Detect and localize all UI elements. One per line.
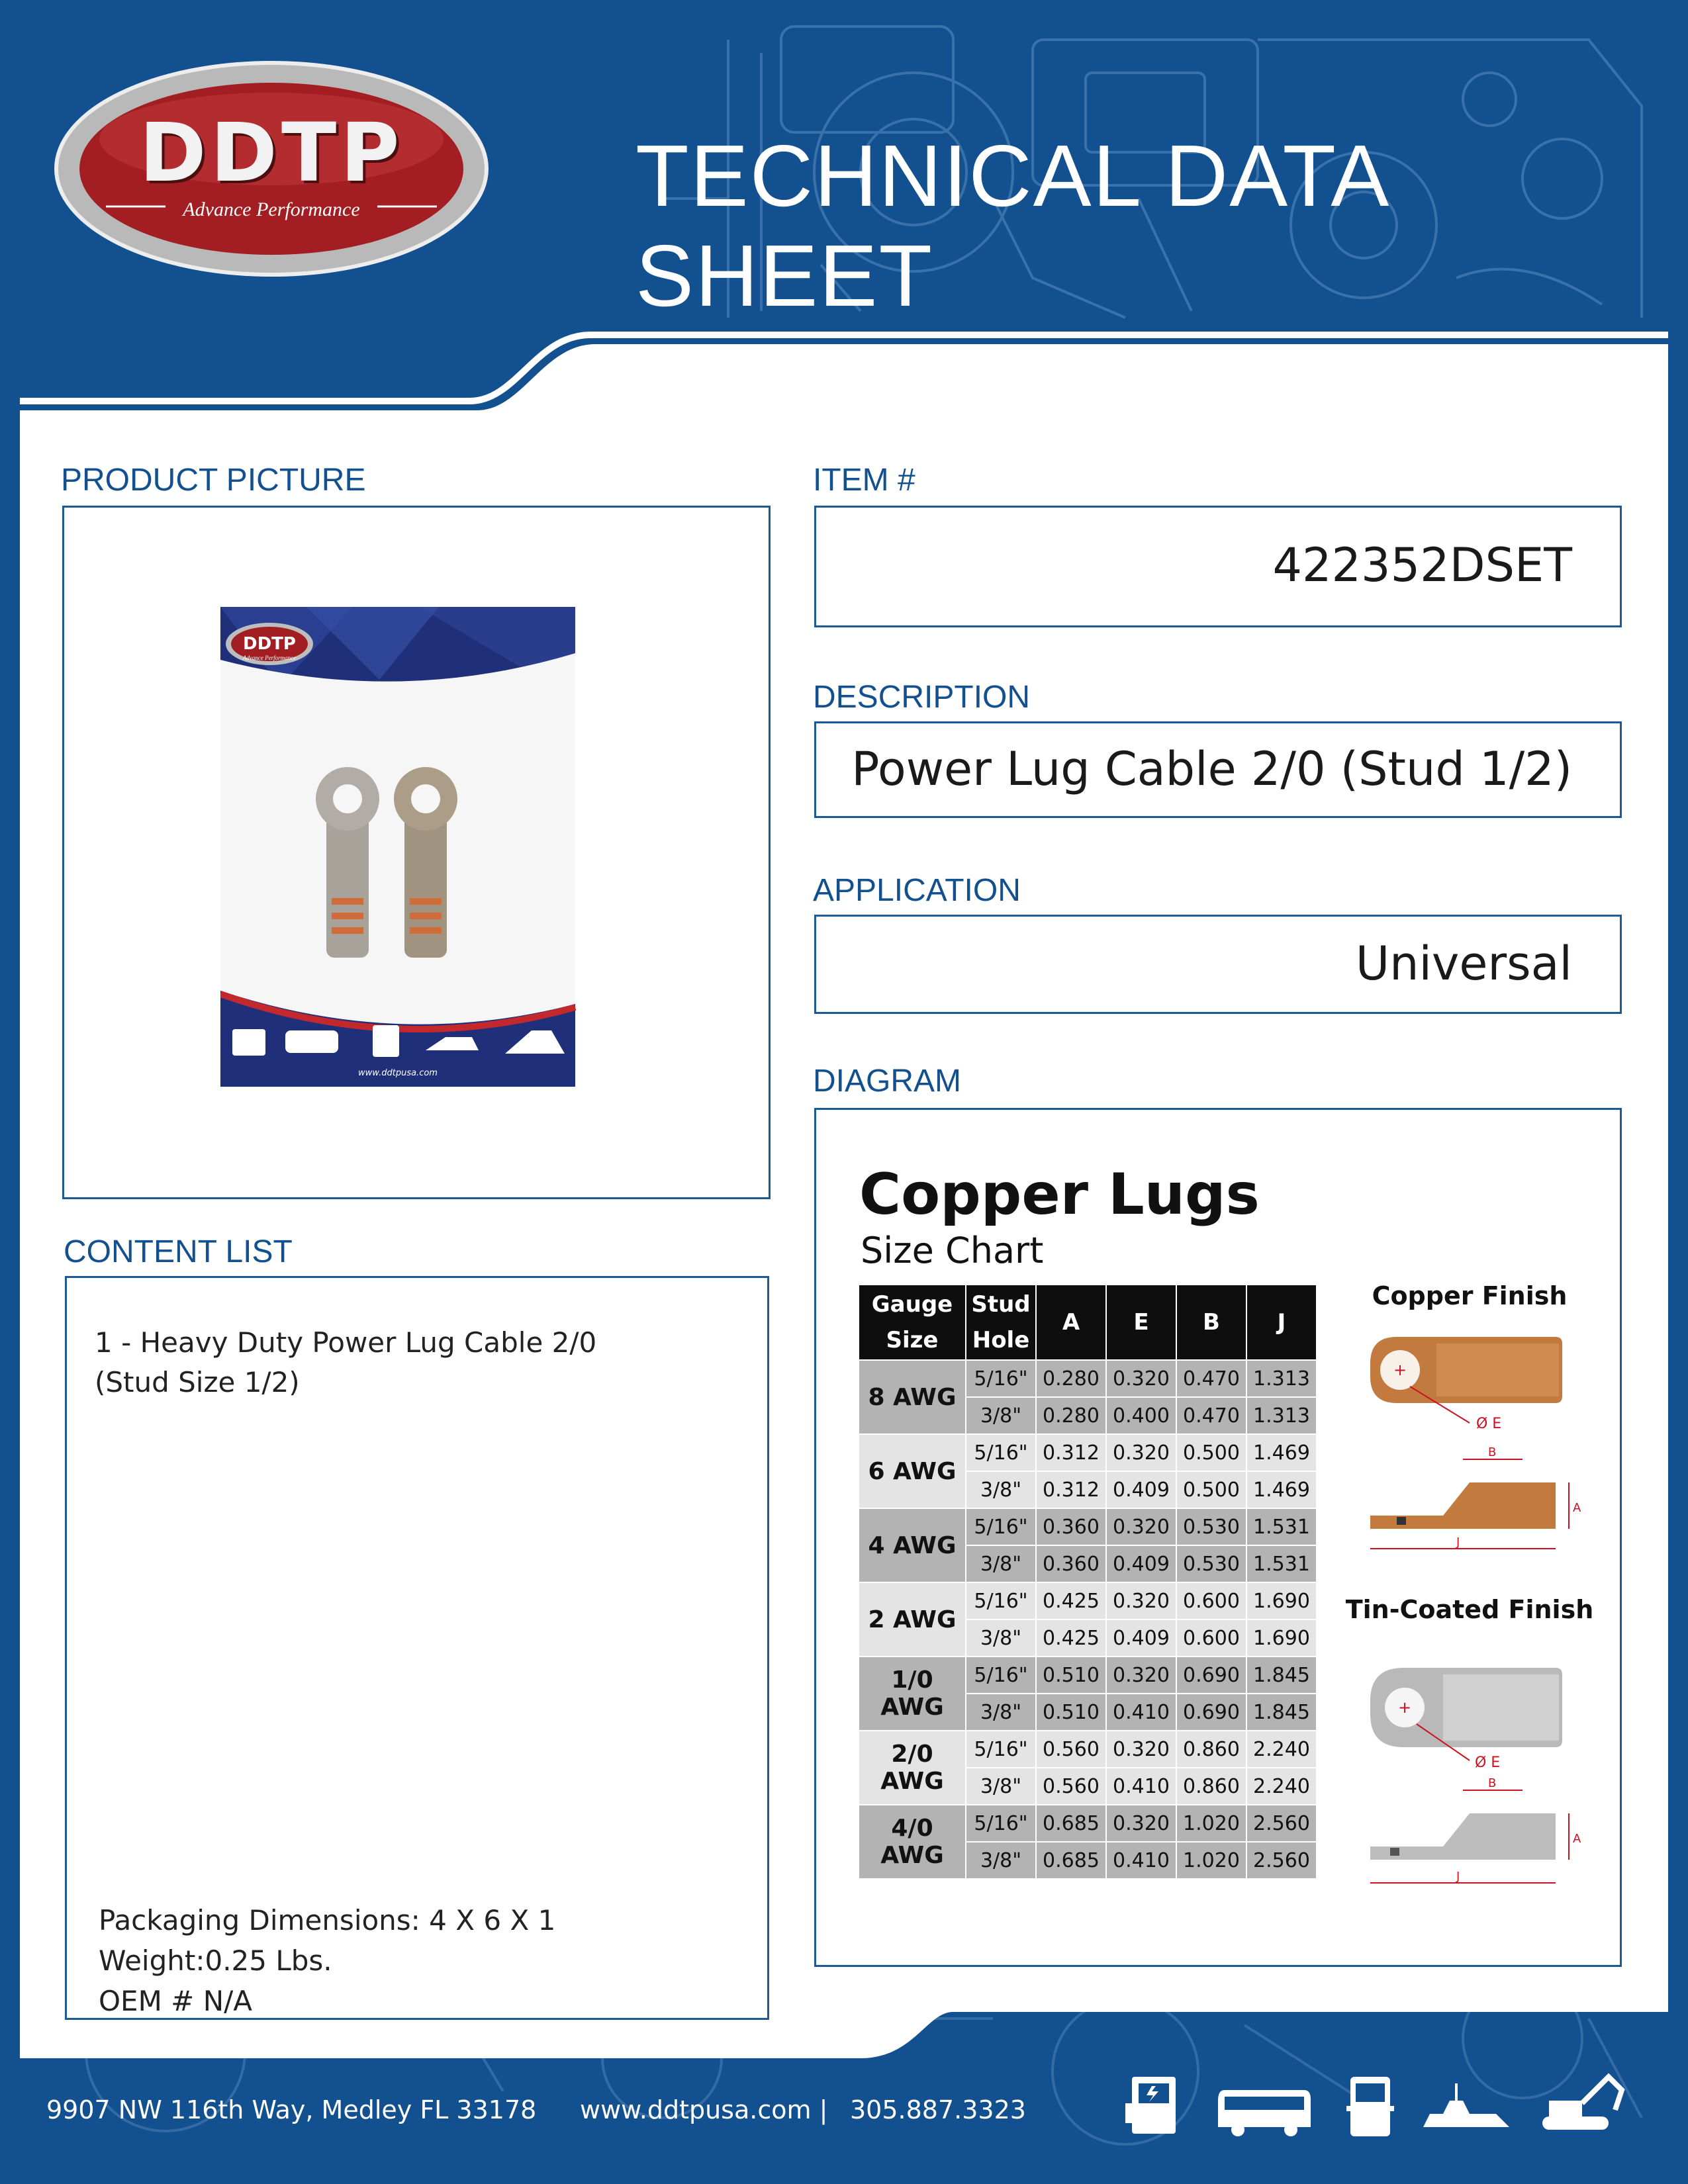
item-number-value: 422352DSET bbox=[1272, 538, 1572, 592]
cell-stud: 5/16" bbox=[966, 1582, 1036, 1619]
description-box bbox=[814, 721, 1622, 818]
cell-e: 0.320 bbox=[1106, 1360, 1176, 1397]
tin-finish-label: Tin-Coated Finish bbox=[1345, 1595, 1594, 1624]
application-label: APPLICATION bbox=[813, 873, 1021, 908]
cell-b: 0.690 bbox=[1176, 1657, 1246, 1694]
description-value: Power Lug Cable 2/0 (Stud 1/2) bbox=[851, 742, 1572, 796]
cell-stud: 3/8" bbox=[966, 1694, 1036, 1731]
ddtp-logo[interactable] bbox=[53, 60, 490, 278]
header-b: B bbox=[1176, 1285, 1246, 1360]
dimension-e-label: Ø E bbox=[1475, 1754, 1501, 1771]
cell-a: 0.360 bbox=[1036, 1508, 1106, 1545]
header-a: A bbox=[1036, 1285, 1106, 1360]
cell-b: 1.020 bbox=[1176, 1842, 1246, 1879]
cell-stud: 5/16" bbox=[966, 1657, 1036, 1694]
size-chart-row bbox=[859, 1805, 1317, 1842]
cell-stud: 3/8" bbox=[966, 1545, 1036, 1582]
copper-lug-top-view bbox=[1370, 1337, 1562, 1432]
dimension-j-label: J bbox=[1456, 1870, 1460, 1884]
cell-b: 0.690 bbox=[1176, 1694, 1246, 1731]
cell-j: 1.313 bbox=[1246, 1397, 1317, 1434]
cell-b: 0.500 bbox=[1176, 1434, 1246, 1471]
cell-j: 1.845 bbox=[1246, 1694, 1317, 1731]
cell-a: 0.685 bbox=[1036, 1842, 1106, 1879]
copper-lug-side-view bbox=[1370, 1445, 1581, 1549]
cell-e: 0.320 bbox=[1106, 1582, 1176, 1619]
yacht-icon bbox=[1423, 2083, 1509, 2127]
content-item-line: 1 - Heavy Duty Power Lug Cable 2/0 bbox=[95, 1326, 597, 1359]
weight: Weight:0.25 Lbs. bbox=[99, 1944, 332, 1977]
cell-stud: 5/16" bbox=[966, 1731, 1036, 1768]
cell-stud: 5/16" bbox=[966, 1508, 1036, 1545]
generator-icon bbox=[1125, 2077, 1176, 2134]
cell-e: 0.409 bbox=[1106, 1619, 1176, 1657]
cell-a: 0.360 bbox=[1036, 1545, 1106, 1582]
size-chart-row bbox=[859, 1582, 1317, 1619]
cell-b: 0.470 bbox=[1176, 1397, 1246, 1434]
diagram-title: Copper Lugs bbox=[859, 1161, 1260, 1228]
cell-e: 0.410 bbox=[1106, 1768, 1176, 1805]
cell-stud: 3/8" bbox=[966, 1619, 1036, 1657]
copper-lug-diagram bbox=[1357, 1324, 1582, 1562]
cell-e: 0.400 bbox=[1106, 1397, 1176, 1434]
tin-lug-diagram bbox=[1357, 1655, 1582, 1899]
tin-lug-side-view bbox=[1370, 1776, 1581, 1884]
size-chart-row bbox=[859, 1508, 1317, 1545]
dimension-a-label: A bbox=[1573, 1832, 1581, 1846]
page-title: TECHNICAL DATA SHEET bbox=[635, 127, 1386, 324]
logo-tagline: Advance Performance bbox=[183, 199, 360, 220]
cell-e: 0.320 bbox=[1106, 1657, 1176, 1694]
cell-b: 0.530 bbox=[1176, 1545, 1246, 1582]
dimension-e-label: Ø E bbox=[1476, 1416, 1502, 1432]
header-gauge-size: Gauge Size bbox=[859, 1285, 966, 1360]
cell-j: 1.845 bbox=[1246, 1657, 1317, 1694]
gauge-cell: 4 AWG bbox=[859, 1508, 966, 1582]
cell-a: 0.425 bbox=[1036, 1582, 1106, 1619]
cell-a: 0.280 bbox=[1036, 1360, 1106, 1397]
content-list-box bbox=[65, 1276, 769, 2020]
product-picture-box bbox=[62, 506, 771, 1199]
cell-e: 0.320 bbox=[1106, 1434, 1176, 1471]
truck-icon bbox=[1346, 2077, 1394, 2136]
content-list-label: CONTENT LIST bbox=[64, 1234, 293, 1269]
cell-b: 1.020 bbox=[1176, 1805, 1246, 1842]
dimension-a-label: A bbox=[1573, 1501, 1581, 1515]
cell-e: 0.409 bbox=[1106, 1545, 1176, 1582]
cell-a: 0.560 bbox=[1036, 1768, 1106, 1805]
copper-finish-label: Copper Finish bbox=[1372, 1281, 1568, 1310]
cell-e: 0.410 bbox=[1106, 1694, 1176, 1731]
cell-b: 0.530 bbox=[1176, 1508, 1246, 1545]
dimension-b-label: B bbox=[1488, 1776, 1497, 1790]
diagram-label: DIAGRAM bbox=[813, 1064, 962, 1099]
logo-wordmark: DDTP bbox=[139, 106, 404, 200]
bus-icon bbox=[1218, 2090, 1311, 2136]
description-label: DESCRIPTION bbox=[813, 680, 1031, 715]
cell-a: 0.425 bbox=[1036, 1619, 1106, 1657]
footer-icons bbox=[1125, 2064, 1628, 2150]
cell-j: 2.560 bbox=[1246, 1842, 1317, 1879]
excavator-icon bbox=[1542, 2077, 1622, 2130]
svg-text:+: + bbox=[1397, 1698, 1412, 1717]
size-chart-row bbox=[859, 1360, 1317, 1397]
footer-address: 9907 NW 116th Way, Medley FL 33178 bbox=[46, 2095, 537, 2124]
cell-b: 0.470 bbox=[1176, 1360, 1246, 1397]
cell-j: 1.690 bbox=[1246, 1582, 1317, 1619]
svg-text:+: + bbox=[1393, 1361, 1407, 1379]
cell-stud: 5/16" bbox=[966, 1360, 1036, 1397]
cell-a: 0.510 bbox=[1036, 1657, 1106, 1694]
application-value: Universal bbox=[1355, 936, 1572, 991]
content-item-line: (Stud Size 1/2) bbox=[95, 1366, 300, 1398]
cell-e: 0.320 bbox=[1106, 1731, 1176, 1768]
dimension-j-label: J bbox=[1456, 1535, 1460, 1549]
cell-b: 0.860 bbox=[1176, 1768, 1246, 1805]
item-number-box bbox=[814, 506, 1622, 627]
cell-j: 2.240 bbox=[1246, 1731, 1317, 1768]
packaging-info bbox=[99, 1900, 555, 2021]
gauge-cell: 8 AWG bbox=[859, 1360, 966, 1434]
cell-a: 0.312 bbox=[1036, 1434, 1106, 1471]
cell-stud: 3/8" bbox=[966, 1842, 1036, 1879]
cell-j: 1.313 bbox=[1246, 1360, 1317, 1397]
cell-b: 0.600 bbox=[1176, 1619, 1246, 1657]
bag-logo-tagline: Advance Performance bbox=[242, 655, 297, 661]
cell-b: 0.500 bbox=[1176, 1471, 1246, 1508]
cell-stud: 3/8" bbox=[966, 1397, 1036, 1434]
cell-j: 1.469 bbox=[1246, 1471, 1317, 1508]
product-photo[interactable] bbox=[220, 607, 591, 1090]
cell-e: 0.410 bbox=[1106, 1842, 1176, 1879]
cell-a: 0.280 bbox=[1036, 1397, 1106, 1434]
gauge-cell: 1/0 AWG bbox=[859, 1657, 966, 1731]
size-chart-table bbox=[858, 1284, 1317, 1880]
header-stud-hole: Stud Hole bbox=[966, 1285, 1036, 1360]
size-chart-row bbox=[859, 1657, 1317, 1694]
size-chart-header-row bbox=[859, 1285, 1317, 1360]
cell-b: 0.860 bbox=[1176, 1731, 1246, 1768]
cell-e: 0.320 bbox=[1106, 1508, 1176, 1545]
size-chart-row bbox=[859, 1731, 1317, 1768]
size-chart-row bbox=[859, 1434, 1317, 1471]
cell-j: 1.690 bbox=[1246, 1619, 1317, 1657]
gauge-cell: 2 AWG bbox=[859, 1582, 966, 1657]
cell-b: 0.600 bbox=[1176, 1582, 1246, 1619]
diagram-subtitle: Size Chart bbox=[861, 1230, 1044, 1271]
oem-number: OEM # N/A bbox=[99, 1985, 253, 2017]
cell-e: 0.320 bbox=[1106, 1805, 1176, 1842]
cell-j: 1.531 bbox=[1246, 1545, 1317, 1582]
cell-a: 0.560 bbox=[1036, 1731, 1106, 1768]
cell-stud: 5/16" bbox=[966, 1434, 1036, 1471]
cell-stud: 5/16" bbox=[966, 1805, 1036, 1842]
content-list-items bbox=[95, 1323, 596, 1402]
footer-website[interactable]: www.ddtpusa.com | bbox=[580, 2095, 828, 2124]
cell-stud: 3/8" bbox=[966, 1768, 1036, 1805]
cell-a: 0.510 bbox=[1036, 1694, 1106, 1731]
footer-phone[interactable]: 305.887.3323 bbox=[850, 2095, 1026, 2124]
bag-logo-text: DDTP bbox=[243, 634, 296, 654]
cell-j: 1.531 bbox=[1246, 1508, 1317, 1545]
tin-lug-top-view bbox=[1370, 1668, 1562, 1771]
header-e: E bbox=[1106, 1285, 1176, 1360]
item-number-label: ITEM # bbox=[813, 463, 915, 498]
cell-j: 2.560 bbox=[1246, 1805, 1317, 1842]
application-box bbox=[814, 915, 1622, 1014]
dimension-b-label: B bbox=[1488, 1445, 1497, 1459]
cell-a: 0.312 bbox=[1036, 1471, 1106, 1508]
gauge-cell: 6 AWG bbox=[859, 1434, 966, 1508]
gauge-cell: 4/0 AWG bbox=[859, 1805, 966, 1879]
cell-a: 0.685 bbox=[1036, 1805, 1106, 1842]
bag-url: www.ddtpusa.com bbox=[358, 1068, 438, 1078]
cell-j: 2.240 bbox=[1246, 1768, 1317, 1805]
product-picture-label: PRODUCT PICTURE bbox=[61, 463, 366, 498]
cell-stud: 3/8" bbox=[966, 1471, 1036, 1508]
cell-e: 0.409 bbox=[1106, 1471, 1176, 1508]
packaging-dimensions: Packaging Dimensions: 4 X 6 X 1 bbox=[99, 1904, 556, 1936]
cell-j: 1.469 bbox=[1246, 1434, 1317, 1471]
gauge-cell: 2/0 AWG bbox=[859, 1731, 966, 1805]
header-j: J bbox=[1246, 1285, 1317, 1360]
